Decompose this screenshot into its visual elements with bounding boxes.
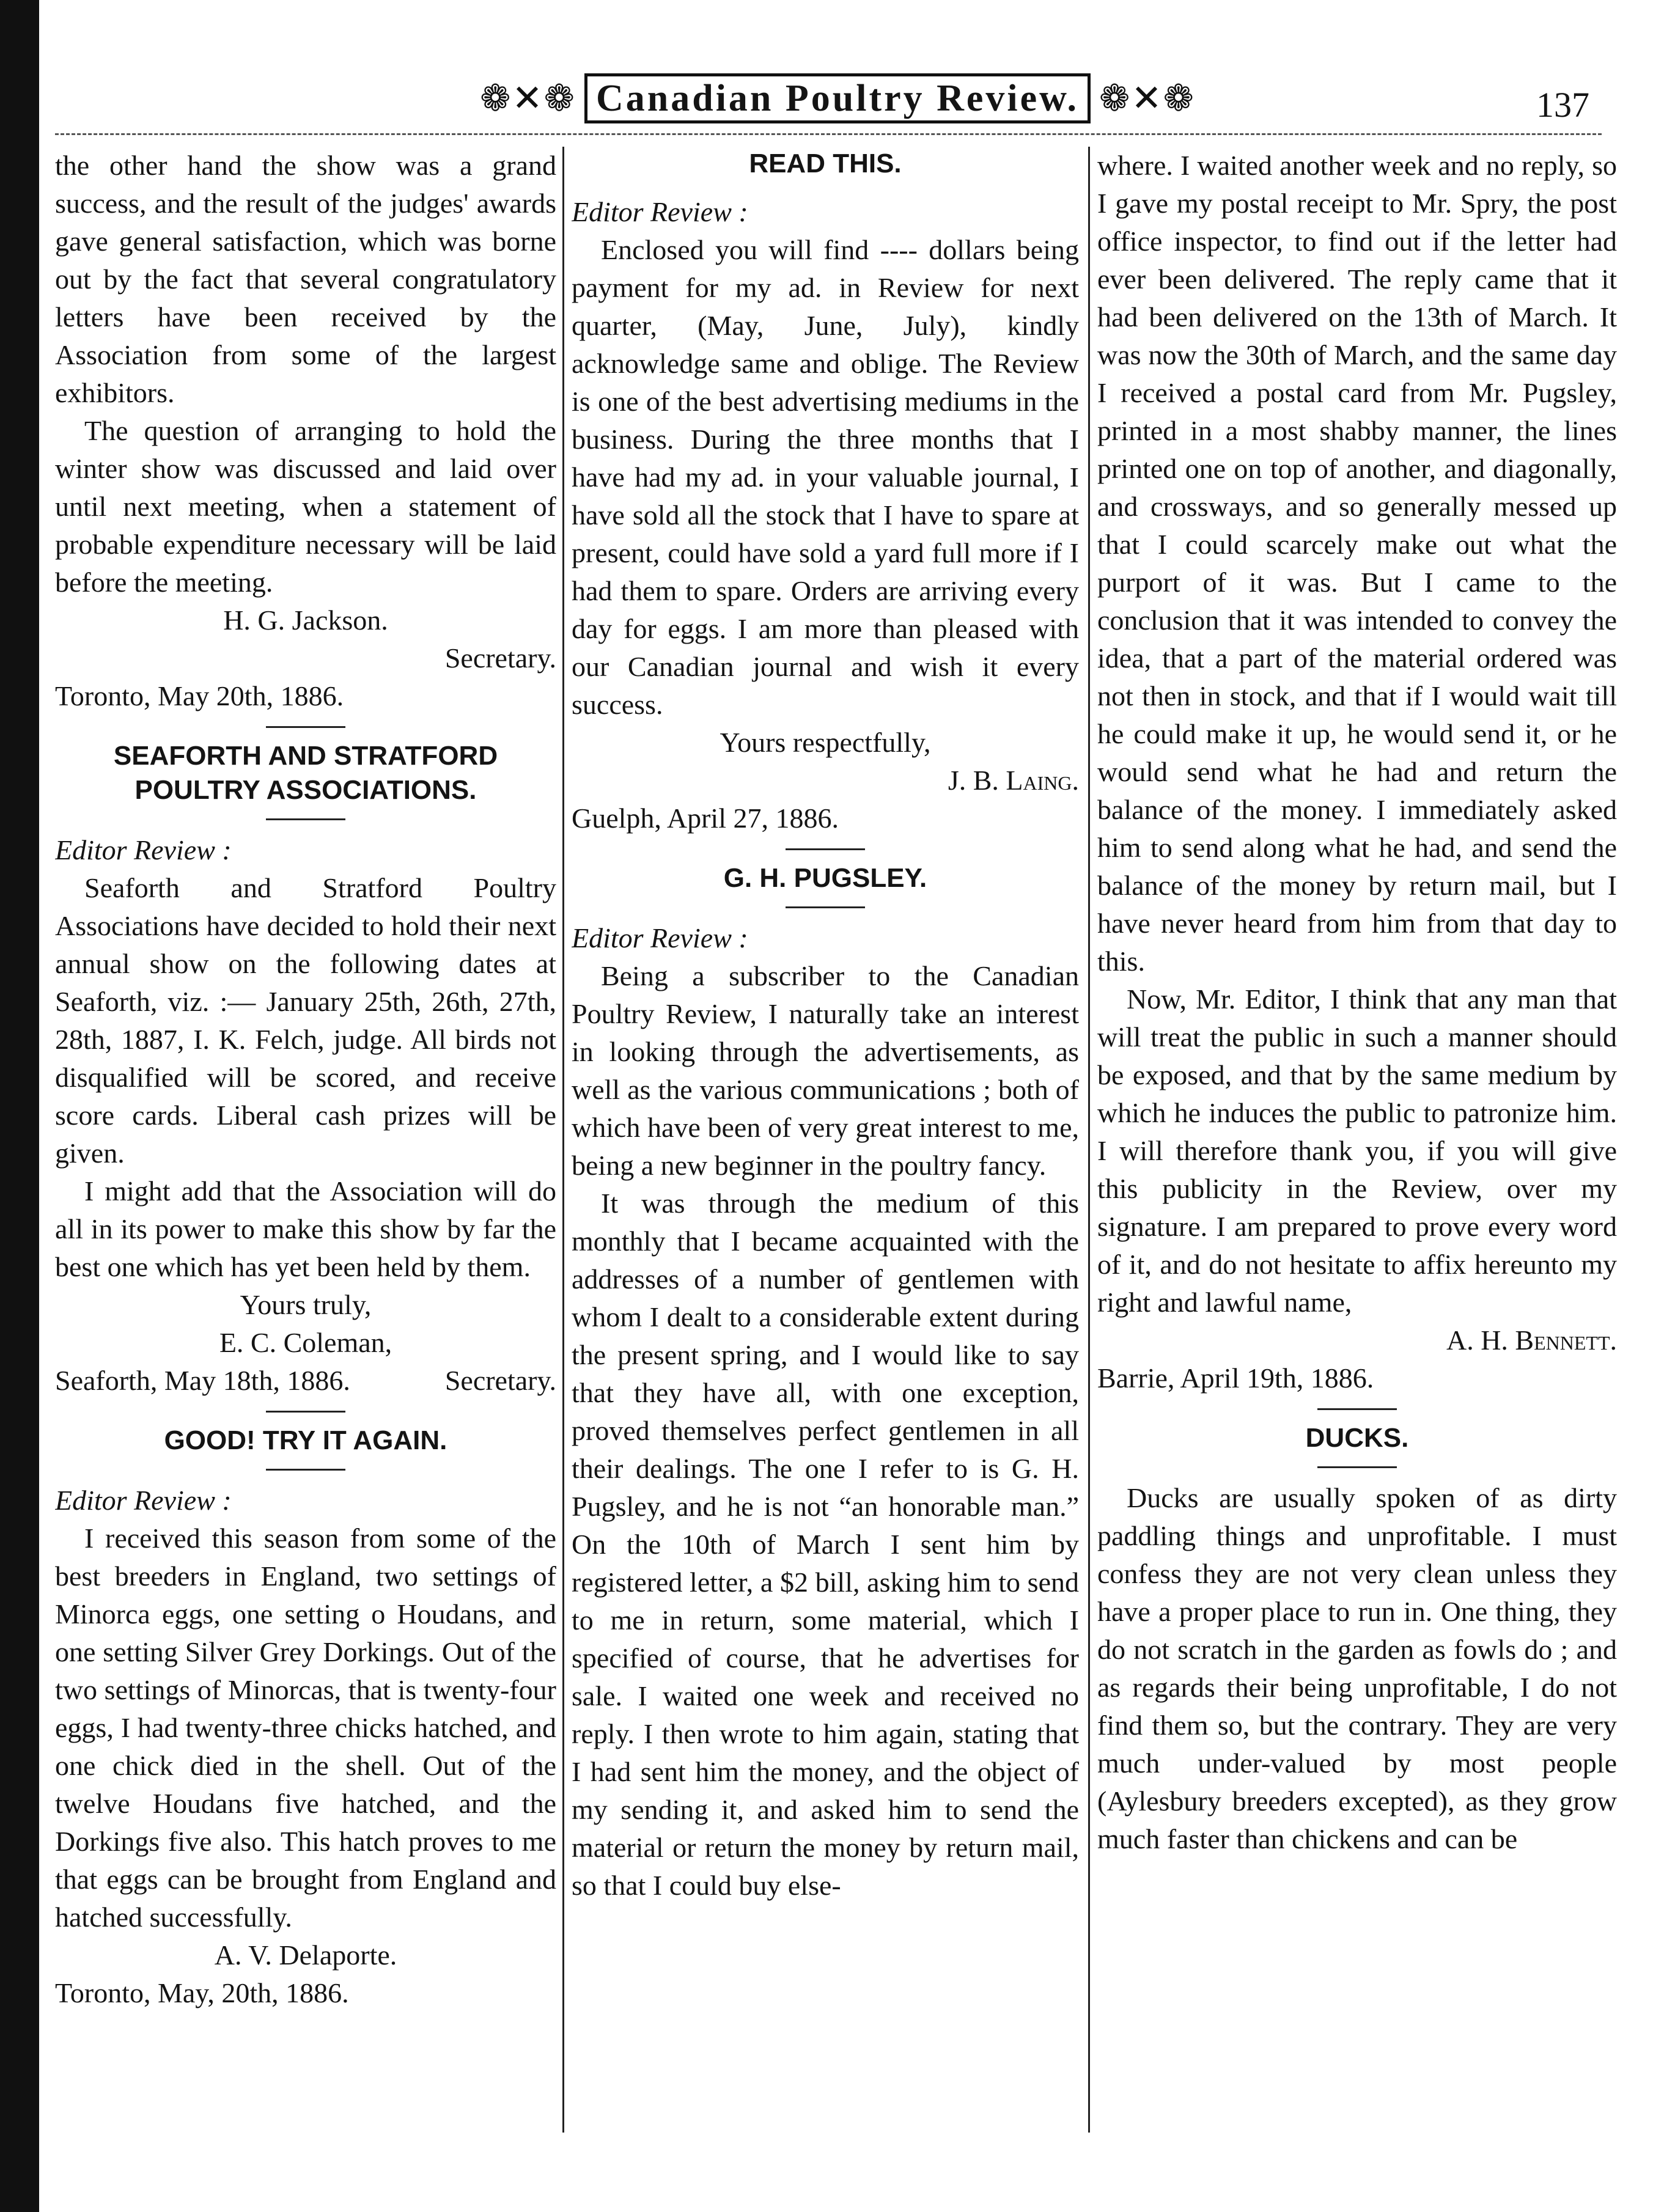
article-heading: READ THIS. [749,149,902,178]
article-heading: SEAFORTH AND STRATFORD POULTRY ASSOCIATIONS. [113,741,498,805]
article-heading: G. H. PUGSLEY. [723,863,927,893]
paragraph: I might add that the Association will do all in its power to make this show by far the best one which has yet been held by them. [55,1175,556,1282]
header-rule [55,133,1602,135]
paragraph: The question of arranging to hold the winter show was discussed and laid over until next meeting, when a statement of probable expenditure necessary will be laid before the meeting. [55,415,556,598]
section-divider [266,726,345,728]
masthead-ornament-right: ❁✕❁ [1099,78,1195,119]
heading-rule [266,818,345,820]
signature: H. G. Jackson. [223,604,388,636]
paragraph: Ducks are usually spoken of as dirty paddling things and unprofitable. I must confess they are not very clean unless they have a proper place to run in. One thing, they do not scratch in the garden as fowls do ; and as regards their being unprofitable, I do not find them so, but the contrary. They are very much under-valued by most people (Aylesbury breeders excepted), as they grow much faster than chickens and can be [1097,1482,1617,1854]
scan-edge-shadow [0,0,39,2212]
column-3 [1097,147,1617,2133]
article-heading: GOOD! TRY IT AGAIN. [164,1425,447,1455]
paragraph: Now, Mr. Editor, I think that any man that will treat the public in such a manner should be exposed, and that by the same medium by which he induces the public to patronize him. I will therefore thank you, if you will give this publicity in the Review, over my signature. I am prepared to prove every word of it, and do not hesitate to affix hereunto my right and lawful name, [1097,983,1617,1318]
dateline: Toronto, May 20th, 1886. [55,680,344,711]
page-number: 137 [1536,85,1589,125]
column-rule [1088,147,1090,2133]
section-divider [786,848,865,850]
closing: Yours respectfully, [720,727,931,758]
column-1 [55,147,556,2133]
salutation: Editor Review : [55,834,232,865]
signature: A. V. Delaporte. [214,1939,397,1971]
dateline: Toronto, May, 20th, 1886. [55,1977,349,2008]
dateline: Barrie, April 19th, 1886. [1097,1362,1374,1394]
dateline: Guelph, April 27, 1886. [572,803,839,834]
salutation: Editor Review : [55,1485,232,1516]
paragraph: where. I waited another week and no reply, so I gave my postal receipt to Mr. Spry, the post office inspector, to find out if the letter had ever been delivered. The reply came that it had been delivered on the 13th of March. It was now the 30th of March, and the same day I received a postal card from Mr. Pugsley, printed in a most shabby manner, the lines printed one on top of another, and diagonally, and crossways, and so generally messed up that I could scarcely make out what the purport of it was. But I came to the conclusion that it was intended to convey the idea, that a part of the material ordered was not then in stock, and that if I would wait till he could make it up, he would send it, or he would send what he had and return the balance of the money. I immediately asked him to send along what he had, and send the balance of the money by return mail, but I have never heard from him from that day to this. [1097,150,1617,977]
paragraph: Being a subscriber to the Canadian Poultry Review, I naturally take an interest in looking through the advertisements, as well as the various communications ; both of which have been of very great interest to me, being a new beginner in the poultry fancy. [572,960,1079,1181]
paragraph: Seaforth and Stratford Poultry Associations have decided to hold their next annual show on the following dates at Seaforth, viz. :— January 25th, 26th, 27th, 28th, 1887, I. K. Felch, judge. All birds not disqualified will be scored, and receive score cards. Liberal cash prizes will be given. [55,872,556,1169]
dateline: Seaforth, May 18th, 1886. [55,1365,350,1396]
masthead-ornament-left: ❁✕❁ [480,78,576,119]
column-rule [562,147,564,2133]
signature: E. C. Coleman, [219,1327,392,1358]
salutation: Editor Review : [572,922,748,954]
closing: Yours truly, [240,1289,372,1320]
heading-rule [786,906,865,908]
section-divider [1317,1408,1397,1410]
signature: A. H. Bennett. [1446,1325,1617,1356]
dateline-row [55,1362,556,1400]
paragraph: the other hand the show was a grand success, and the result of the judges' awards gave general satisfaction, which was borne out by the fact that several congratulatory letters have been received by the Association from some of the largest exhibitors. [55,150,556,408]
heading-rule [266,1469,345,1471]
article-heading: DUCKS. [1305,1423,1409,1453]
salutation: Editor Review : [572,196,748,227]
signature-title: Secretary. [444,642,556,674]
masthead [0,73,1675,141]
masthead-title: Canadian Poultry Review. [584,73,1091,123]
signature: J. B. Laing. [948,765,1079,796]
section-divider [266,1411,345,1413]
paragraph: I received this season from some of the best breeders in England, two settings of Minorca eggs, one setting o Houdans, and one setting Silver Grey Dorkings. Out of the two settings of Minorcas, that is twenty-four eggs, I had twenty-three chicks hatched, and one chick died in the shell. Out of the twelve Houdans five hatched, and the Dorkings five also. This hatch proves to me that eggs can be brought from England and hatched successfully. [55,1523,556,1933]
signature-title: Secretary. [444,1365,556,1396]
paragraph: Enclosed you will find ---- dollars being payment for my ad. in Review for next quarter, (May, June, July), kindly acknowledge same and oblige. The Review is one of the best advertising mediums in the business. During the three months that I have had my ad. in your valuable journal, I have sold all the stock that I have to spare at present, could have sold a yard full more if I had them to spare. Orders are arriving every day for eggs. I am more than pleased with our Canadian journal and wish it every success. [572,234,1079,720]
paragraph: It was through the medium of this monthly that I became acquainted with the addresses of a number of gentlemen with whom I dealt to a considerable extent during the present spring, and I would like to say that they have all, with one exception, proved themselves perfect gentlemen in all their dealings. The one I refer to is G. H. Pugsley, and he is not “an honorable man.” On the 10th of March I sent him by registered letter, a $2 bill, asking him to send to me in return, some material, which I specified of course, that he advertises for sale. I waited one week and received no reply. I then wrote to him again, stating that I had sent him the money, and the object of my sending it, and asked him to send the material or return the money by return mail, so that I could buy else- [572,1188,1079,1901]
heading-rule [1317,1466,1397,1468]
column-2 [572,147,1079,2133]
